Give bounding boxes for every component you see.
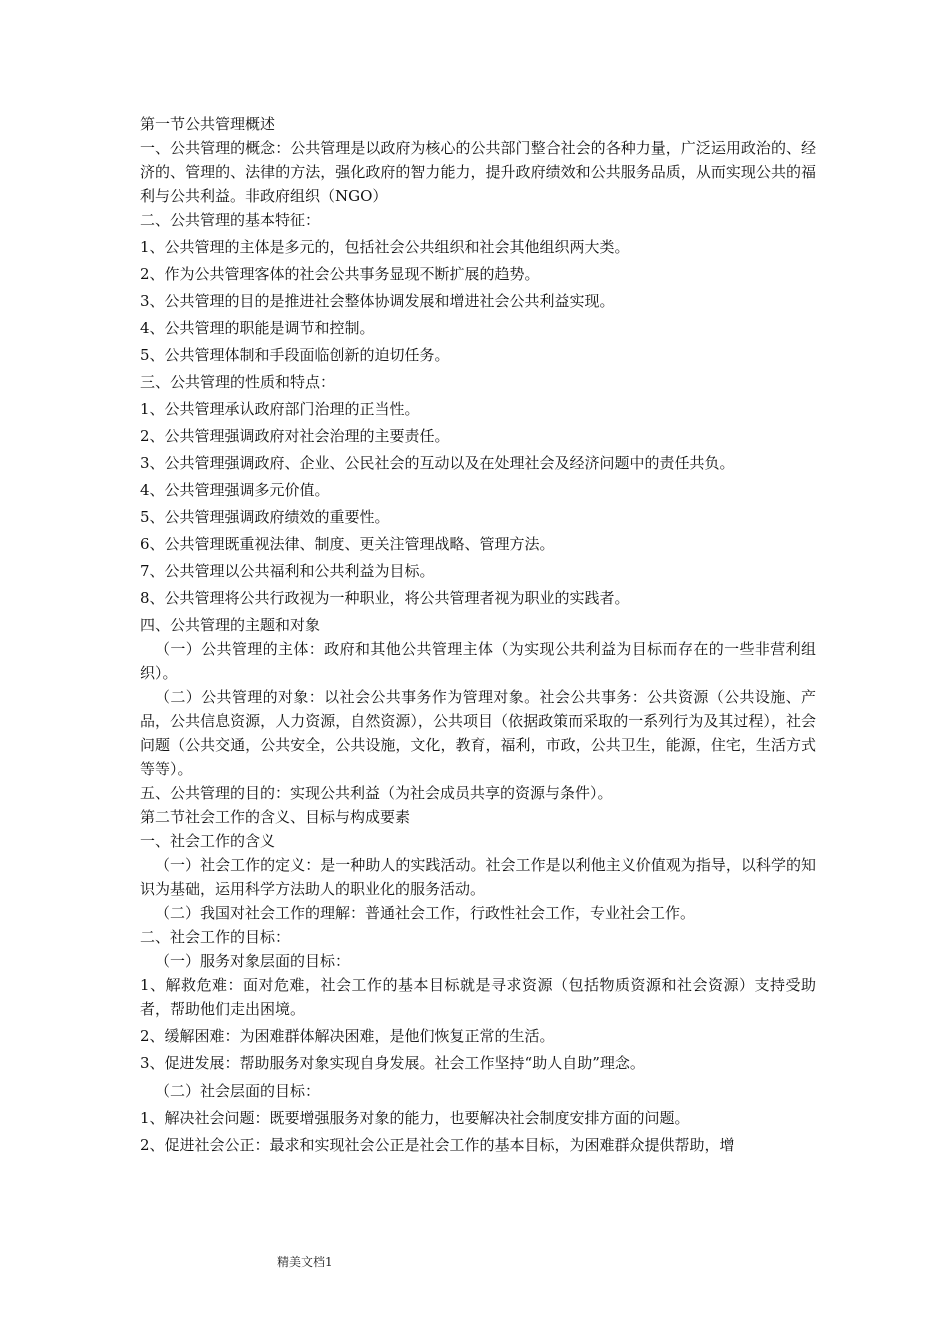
list-item: 2、促进社会公正：最求和实现社会公正是社会工作的基本目标，为困难群众提供帮助，增 xyxy=(140,1136,735,1154)
list-item: 3、促进发展：帮助服务对象实现自身发展。社会工作坚持“助人自助”理念。 xyxy=(140,1054,645,1072)
subheading-society-goals: （二）社会层面的目标： xyxy=(155,1082,321,1100)
list-item: 6、公共管理既重视法律、制度、更关注管理战略、管理方法。 xyxy=(140,535,555,553)
list-item: 1、公共管理承认政府部门治理的正当性。 xyxy=(140,400,420,418)
list-item: 3、公共管理强调政府、企业、公民社会的互动以及在处理社会及经济问题中的责任共负。 xyxy=(140,454,735,472)
list-item: 1、解救危难：面对危难，社会工作的基本目标就是寻求资源（包括物质资源和社会资源）支持受助者，帮助他们走出困境。 xyxy=(140,976,816,1018)
object-paragraph: （二）公共管理的对象：以社会公共事务作为管理对象。社会公共事务：公共资源（公共设施、产品，公共信息资源，人力资源，自然资源），公共项目（依据政策而采取的一系列行为及其过程），社会问题（公共交通，公共安全，公共设施，文化，教育，福利，市政，公共卫生，能源，住宅，生活方式等等）。 xyxy=(140,688,816,778)
list-item: 2、作为公共管理客体的社会公共事务显现不断扩展的趋势。 xyxy=(140,265,540,283)
list-item: 7、公共管理以公共福利和公共利益为目标。 xyxy=(140,562,435,580)
heading-purpose: 五、公共管理的目的：实现公共利益（为社会成员共享的资源与条件）。 xyxy=(140,784,613,802)
subheading-client-goals: （一）服务对象层面的目标： xyxy=(155,952,351,970)
heading-meaning: 一、社会工作的含义 xyxy=(140,832,276,850)
subject-paragraph: （一）公共管理的主体：政府和其他公共管理主体（为实现公共利益为目标而存在的一些非营利组织）。 xyxy=(140,640,816,682)
heading-basic-features: 二、公共管理的基本特征： xyxy=(140,211,321,229)
document-body xyxy=(140,112,816,1157)
understanding-paragraph: （二）我国对社会工作的理解：普通社会工作，行政性社会工作，专业社会工作。 xyxy=(155,904,696,922)
heading-subject-object: 四、公共管理的主题和对象 xyxy=(140,616,321,634)
section-2-title: 第二节社会工作的含义、目标与构成要素 xyxy=(140,808,411,826)
list-item: 8、公共管理将公共行政视为一种职业，将公共管理者视为职业的实践者。 xyxy=(140,589,630,607)
list-item: 2、公共管理强调政府对社会治理的主要责任。 xyxy=(140,427,450,445)
list-item: 3、公共管理的目的是推进社会整体协调发展和增进社会公共利益实现。 xyxy=(140,292,615,310)
concept-paragraph: 一、公共管理的概念：公共管理是以政府为核心的公共部门整合社会的各种力量，广泛运用政治的、经济的、管理的、法律的方法，强化政府的智力能力，提升政府绩效和公共服务品质，从而实现公共的福利与公共利益。非政府组织（NGO） xyxy=(140,139,816,205)
list-item: 4、公共管理的职能是调节和控制。 xyxy=(140,319,375,337)
definition-paragraph: （一）社会工作的定义：是一种助人的实践活动。社会工作是以利他主义价值观为指导，以科学的知识为基础，运用科学方法助人的职业化的服务活动。 xyxy=(140,856,816,898)
list-item: 1、公共管理的主体是多元的，包括社会公共组织和社会其他组织两大类。 xyxy=(140,238,630,256)
heading-goals: 二、社会工作的目标： xyxy=(140,928,291,946)
list-item: 5、公共管理体制和手段面临创新的迫切任务。 xyxy=(140,346,450,364)
section-1-title: 第一节公共管理概述 xyxy=(140,115,276,133)
list-item: 4、公共管理强调多元价值。 xyxy=(140,481,330,499)
list-item: 2、缓解困难：为困难群体解决困难，是他们恢复正常的生活。 xyxy=(140,1027,555,1045)
page-footer: 精美文档1 xyxy=(277,1255,333,1269)
list-item: 5、公共管理强调政府绩效的重要性。 xyxy=(140,508,390,526)
list-item: 1、解决社会问题：既要增强服务对象的能力，也要解决社会制度安排方面的问题。 xyxy=(140,1109,690,1127)
heading-nature-features: 三、公共管理的性质和特点： xyxy=(140,373,336,391)
